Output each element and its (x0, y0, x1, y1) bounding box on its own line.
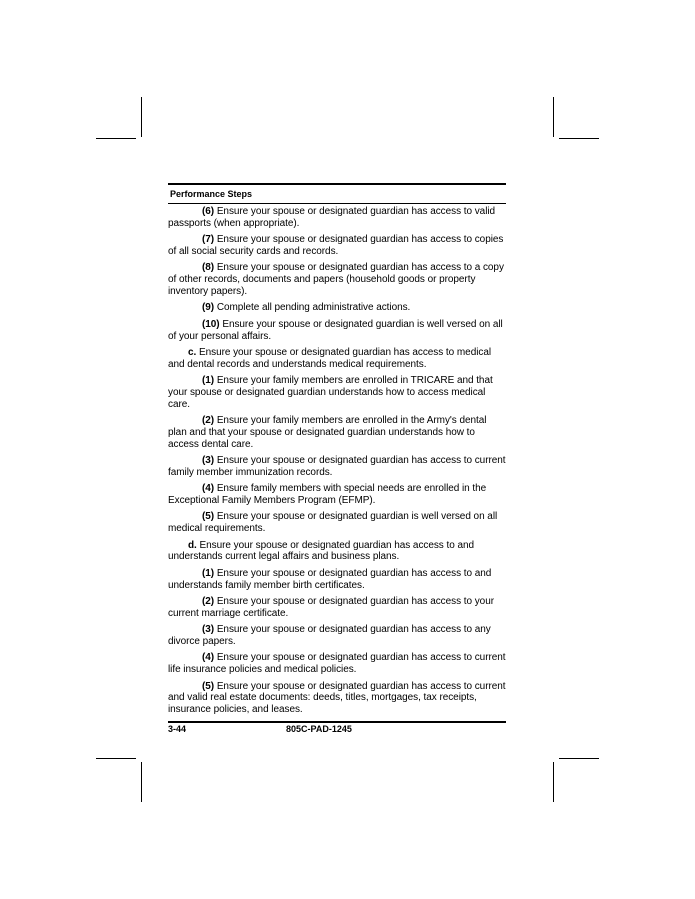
step-text: Ensure your spouse or designated guardian has access to current family member immunization records. (168, 455, 506, 478)
step-text: Ensure your spouse or designated guardian has access to any divorce papers. (168, 624, 491, 648)
step-text: Ensure your family members are enrolled in the Army's dental plan and that your spouse or designated guardian understands how to access dental care. (168, 415, 487, 450)
step-paragraph (168, 681, 506, 716)
step-text: Ensure your spouse or designated guardian has access to valid passports (when appropriate). (168, 206, 496, 229)
step-text: Ensure your family members are enrolled in TRICARE and that your spouse or designated guardian understands how to access medical care. (168, 375, 493, 410)
crop-mark (553, 762, 554, 802)
performance-steps-section (168, 183, 506, 723)
step-paragraph (168, 483, 506, 507)
crop-mark (559, 138, 599, 139)
step-paragraph (168, 652, 506, 676)
step-paragraph (168, 375, 506, 410)
step-number: (7) (202, 234, 215, 246)
step-number: (1) (202, 567, 215, 579)
section-header: Performance Steps (168, 185, 506, 204)
step-number: (5) (202, 680, 215, 692)
step-number: d. (188, 539, 197, 551)
step-number: (8) (202, 262, 215, 274)
step-number: (4) (202, 483, 215, 495)
step-text: Ensure your spouse or designated guardian has access to medical and dental records and understands medical requirements. (168, 346, 492, 370)
crop-mark (559, 758, 599, 759)
step-paragraph (168, 540, 506, 564)
step-text: Ensure your spouse or designated guardian is well versed on all medical requirements. (168, 511, 498, 535)
crop-mark (553, 97, 554, 137)
step-paragraph (168, 455, 506, 479)
step-paragraph (168, 347, 506, 371)
step-text: Ensure your spouse or designated guardian has access to copies of all social security cards and records. (168, 234, 504, 257)
step-paragraph (168, 262, 506, 297)
step-number: (5) (202, 511, 215, 523)
step-paragraph (168, 568, 506, 592)
step-number: c. (188, 346, 197, 358)
step-paragraph (168, 206, 506, 230)
step-number: (2) (202, 415, 215, 427)
step-text: Ensure your spouse or designated guardian has access to and understands current legal affairs and business plans. (168, 539, 474, 563)
step-paragraph (168, 415, 506, 450)
crop-mark (96, 138, 136, 139)
step-number: (2) (202, 596, 215, 608)
step-paragraph (168, 319, 506, 343)
step-paragraph (168, 302, 506, 314)
step-paragraph (168, 234, 506, 258)
step-number: (3) (202, 455, 215, 467)
step-text: Ensure your spouse or designated guardian has access to your current marriage certificate. (168, 596, 494, 619)
step-number: (6) (202, 206, 215, 217)
step-text: Ensure your spouse or designated guardian is well versed on all of your personal affairs. (168, 318, 503, 342)
step-paragraph (168, 624, 506, 648)
step-text: Ensure your spouse or designated guardian has access to current and valid real estate documents: deeds, titles, mortgages, tax receipts, insurance policies, and leases. (168, 680, 506, 716)
document-id: 805C-PAD-1245 (286, 724, 352, 734)
step-text: Complete all pending administrative actions. (216, 302, 411, 314)
step-number: (9) (202, 302, 215, 314)
step-number: (3) (202, 624, 215, 636)
steps-list (168, 206, 506, 716)
crop-mark (141, 97, 142, 137)
step-text: Ensure family members with special needs are enrolled in the Exceptional Family Members Program (EFMP). (168, 483, 487, 507)
step-number: (1) (202, 375, 215, 387)
page-number: 3-44 (168, 724, 187, 734)
bottom-rule (168, 721, 506, 723)
step-text: Ensure your spouse or designated guardian has access to a copy of other records, documents and papers (household goods or property inventory papers). (168, 262, 504, 297)
step-text: Ensure your spouse or designated guardian has access to and understands family member birth certificates. (168, 567, 492, 591)
step-paragraph (168, 596, 506, 620)
step-number: (4) (202, 652, 215, 664)
step-number: (10) (202, 318, 220, 330)
step-text: Ensure your spouse or designated guardian has access to current life insurance policies and medical policies. (168, 652, 506, 676)
crop-mark (141, 762, 142, 802)
step-paragraph (168, 511, 506, 535)
crop-mark (96, 758, 136, 759)
